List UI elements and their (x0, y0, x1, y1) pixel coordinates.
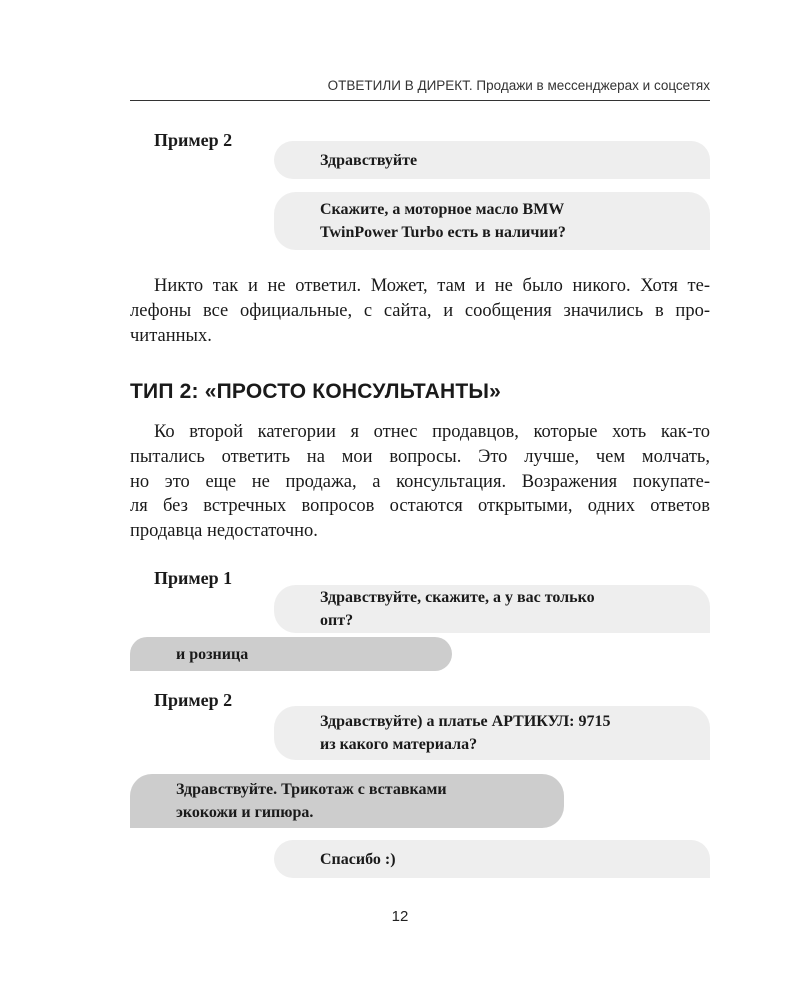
incoming-message-bubble (130, 774, 564, 828)
body-paragraph (130, 274, 710, 348)
paragraph-line: Никто так и не ответил. Может, там и не было никого. Хотя те- (154, 276, 710, 296)
example-label: Пример 2 (154, 130, 233, 150)
paragraph-line: продавца недостаточно. (130, 521, 318, 542)
message-line: Скажите, а моторное масло BMW (320, 201, 565, 218)
section-heading: ТИП 2: «ПРОСТО КОНСУЛЬТАНТЫ» (130, 380, 501, 403)
paragraph-line: ля без встречных вопросов остаются открытыми, одних ответов (130, 496, 710, 517)
example-label: Пример 2 (154, 690, 233, 710)
paragraph-line: лефоны все официальные, с сайта, и сообщения значились в про- (130, 300, 710, 321)
message-line: Здравствуйте. Трикотаж с вставками (176, 781, 447, 798)
message-line: Здравствуйте (320, 151, 418, 169)
message-line: TwinPower Turbo есть в наличии? (320, 224, 566, 241)
page-number: 12 (391, 908, 409, 925)
example-label: Пример 1 (154, 568, 233, 588)
outgoing-message-bubble (274, 192, 710, 250)
outgoing-message-bubble (274, 141, 710, 179)
outgoing-message-bubble (274, 840, 710, 878)
paragraph-line: читанных. (130, 325, 212, 346)
message-line: из какого материала? (320, 736, 478, 753)
paragraph-line: пытались ответить на мои вопросы. Это лучше, чем молчать, (130, 446, 710, 467)
header-rule (130, 100, 710, 101)
message-line: экокожи и гипюра. (176, 804, 314, 821)
message-line: Здравствуйте) а платье АРТИКУЛ: 9715 (320, 713, 611, 730)
outgoing-message-bubble (274, 585, 710, 633)
message-line: Спасибо :) (320, 850, 396, 868)
message-line: опт? (320, 612, 354, 629)
body-paragraph (130, 420, 710, 544)
incoming-message-bubble (130, 637, 452, 671)
message-line: Здравствуйте, скажите, а у вас только (320, 589, 595, 606)
running-head: ОТВЕТИЛИ В ДИРЕКТ. Продажи в мессенджерах и соцсетях (327, 78, 710, 93)
outgoing-message-bubble (274, 706, 710, 760)
message-line: и розница (176, 645, 249, 663)
paragraph-line: Ко второй категории я отнес продавцов, которые хоть как-то (154, 422, 710, 442)
paragraph-line: но это еще не продажа, а консультация. Возражения покупате- (130, 471, 710, 492)
